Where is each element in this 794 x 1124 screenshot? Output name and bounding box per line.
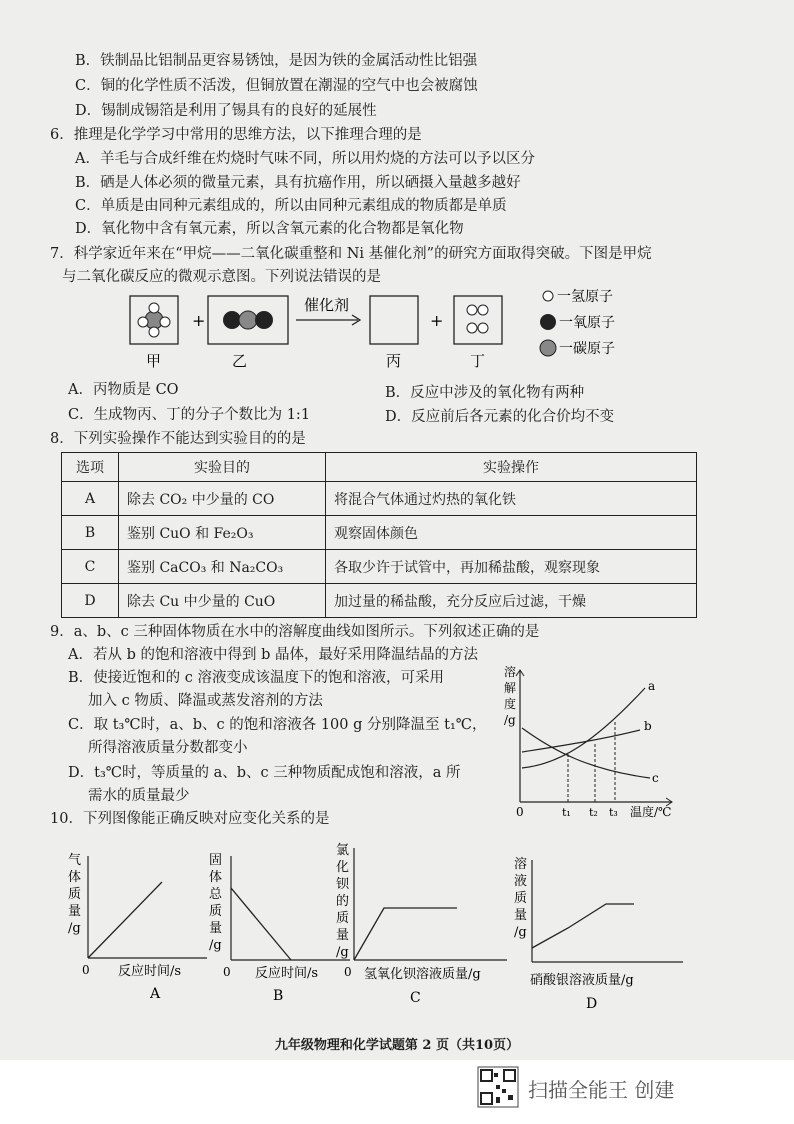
graph-a-xlabel: 反应时间/s <box>118 964 182 979</box>
row-operation: 各取少许于试管中，再加稀盐酸，观察现象 <box>326 550 697 584</box>
hydrogen-atom-icon <box>467 305 477 315</box>
hydrogen-atom-icon <box>478 305 488 315</box>
graph-c-ylabel-2: 化 <box>336 860 350 875</box>
table-row <box>62 482 697 516</box>
q5-option-d: D．锡制成锡箔是利用了锡具有的良好的延展性 <box>75 103 377 119</box>
graph-c-ylabel-7: /g <box>336 945 349 960</box>
graph-b-letter: B <box>273 988 284 1004</box>
graph-b-line <box>231 888 291 960</box>
graph-a <box>62 848 212 1008</box>
row-operation: 将混合气体通过灼热的氧化铁 <box>326 482 697 516</box>
graph-a-ylabel-2: 体 <box>68 870 82 885</box>
label-ding: 丁 <box>470 352 486 368</box>
catalyst-label: 催化剂 <box>304 296 350 314</box>
graph-a-line <box>88 882 162 958</box>
graph-d-ylabel-2: 液 <box>514 874 528 889</box>
hydrogen-atom-icon <box>149 303 159 313</box>
solubility-chart <box>500 660 680 820</box>
oxygen-atom-icon <box>255 311 273 329</box>
q6-option-b: B．硒是人体必须的微量元素，具有抗癌作用，所以硒摄入量越多越好 <box>75 175 521 191</box>
q9-stem: 9．a、b、c 三种固体物质在水中的溶解度曲线如图所示。下列叙述正确的是 <box>50 624 540 640</box>
legend-hydrogen-icon <box>543 291 553 301</box>
row-purpose: 除去 Cu 中少量的 CuO <box>119 584 326 618</box>
reaction-diagram <box>120 288 660 368</box>
curve-a-label: a <box>648 679 656 693</box>
chart-ylabel-4: /g <box>504 713 516 727</box>
page-footer: 九年级物理和化学试题第 2 页（共10页） <box>274 1038 520 1053</box>
row-option: C <box>62 550 119 584</box>
plus-sign-2: + <box>430 311 444 330</box>
chart-ylabel-1: 溶 <box>504 665 517 679</box>
q9-option-c-line1: C．取 t₃℃时，a、b、c 的饱和溶液各 100 g 分别降温至 t₁℃， <box>68 717 487 733</box>
carbon-atom-icon <box>239 311 257 329</box>
q7-stem-line1: 7．科学家近年来在“甲烷——二氧化碳重整和 Ni 基催化剂”的研究方面取得突破。下图是甲烷 <box>50 246 652 262</box>
graph-b-ylabel-3: 总 <box>209 887 223 902</box>
graph-d-ylabel-4: 量 <box>514 908 528 923</box>
graph-b-ylabel-4: 质 <box>209 904 223 919</box>
q6-option-d: D．氧化物中含有氧元素，所以含氧元素的化合物都是氧化物 <box>75 221 464 237</box>
header-option: 选项 <box>62 453 119 482</box>
row-purpose: 鉴别 CaCO₃ 和 Na₂CO₃ <box>119 550 326 584</box>
graph-c-ylabel-1: 氯 <box>336 843 350 858</box>
graph-a-ylabel-1: 气 <box>68 853 82 868</box>
legend-oxygen-icon <box>540 314 556 330</box>
q9-option-d-line2: 需水的质量最少 <box>88 788 190 804</box>
chart-ylabel-2: 解 <box>504 681 517 695</box>
q5-option-b: B．铁制品比铝制品更容易锈蚀，是因为铁的金属活动性比铝强 <box>75 53 478 69</box>
oxygen-atom-icon <box>223 311 241 329</box>
row-purpose: 鉴别 CuO 和 Fe₂O₃ <box>119 516 326 550</box>
legend-hydrogen: 一氢原子 <box>557 289 613 305</box>
q9-option-b-line2: 加入 c 物质、降温或蒸发溶剂的方法 <box>88 693 323 709</box>
q9-option-d-line1: D．t₃℃时，等质量的 a、b、c 三种物质配成饱和溶液，a 所 <box>68 765 461 781</box>
scanner-watermark-text: 扫描全能王 创建 <box>528 1078 675 1102</box>
graph-c-ylabel-6: 量 <box>336 928 350 943</box>
curve-b-label: b <box>644 719 652 733</box>
hydrogen-atom-icon <box>149 327 159 337</box>
graph-a-ylabel-5: /g <box>68 921 81 936</box>
q5-option-c: C．铜的化学性质不活泼，但铜放置在潮湿的空气中也会被腐蚀 <box>75 78 478 94</box>
row-option: B <box>62 516 119 550</box>
q9-option-c-line2: 所得溶液质量分数都变小 <box>88 740 248 756</box>
q7-option-a: A．丙物质是 CO <box>68 382 179 398</box>
q8-stem: 8．下列实验操作不能达到实验目的的是 <box>50 431 306 447</box>
label-jia: 甲 <box>146 352 162 368</box>
graph-a-origin: 0 <box>82 963 90 977</box>
q6-stem: 6．推理是化学学习中常用的思维方法，以下推理合理的是 <box>50 127 422 143</box>
graph-b-ylabel-5: 量 <box>209 921 223 936</box>
box-bing <box>370 296 418 344</box>
legend-oxygen: 一氧原子 <box>559 315 615 331</box>
row-operation: 加过量的稀盐酸，充分反应后过滤，干燥 <box>326 584 697 618</box>
curve-b <box>522 730 640 752</box>
graph-c-origin: 0 <box>344 965 352 979</box>
row-operation: 观察固体颜色 <box>326 516 697 550</box>
q6-option-c: C．单质是由同种元素组成的，所以由同种元素组成的物质都是单质 <box>75 198 507 214</box>
graph-c <box>332 838 512 1008</box>
label-bing: 丙 <box>386 352 402 368</box>
hydrogen-atom-icon <box>467 323 477 333</box>
graph-b-origin: 0 <box>223 965 231 979</box>
graph-c-xlabel: 氢氧化钡溶液质量/g <box>364 967 481 982</box>
hydrogen-atom-icon <box>138 317 148 327</box>
row-purpose: 除去 CO₂ 中少量的 CO <box>119 482 326 516</box>
legend-carbon-icon <box>540 340 556 356</box>
table-header-row <box>62 453 697 482</box>
graph-d-ylabel-1: 溶 <box>514 857 528 872</box>
graph-b-ylabel-2: 体 <box>209 870 223 885</box>
legend-carbon: 一碳原子 <box>559 341 615 357</box>
graph-d-xlabel: 硝酸银溶液质量/g <box>530 973 634 988</box>
label-yi: 乙 <box>232 352 248 368</box>
graph-d-ylabel-3: 质 <box>514 891 528 906</box>
graph-b-ylabel-6: /g <box>209 938 222 953</box>
table-row <box>62 550 697 584</box>
hydrogen-atom-icon <box>478 323 488 333</box>
row-option: D <box>62 584 119 618</box>
graph-c-ylabel-5: 质 <box>336 911 350 926</box>
header-purpose: 实验目的 <box>119 453 326 482</box>
tick-t2: t₂ <box>589 806 598 819</box>
q9-option-a: A．若从 b 的饱和溶液中得到 b 晶体，最好采用降温结晶的方法 <box>68 647 478 663</box>
graph-b-xlabel: 反应时间/s <box>255 966 319 981</box>
graph-c-ylabel-3: 钡 <box>336 877 350 892</box>
graph-c-ylabel-4: 的 <box>336 894 350 909</box>
graph-d-line <box>532 904 634 948</box>
row-option: A <box>62 482 119 516</box>
graph-d <box>508 852 688 1017</box>
graph-c-letter: C <box>410 990 421 1006</box>
header-operation: 实验操作 <box>326 453 697 482</box>
tick-t3: t₃ <box>609 806 618 819</box>
q7-stem-line2: 与二氧化碳反应的微观示意图。下列说法错误的是 <box>62 269 381 285</box>
q6-option-a: A．羊毛与合成纤维在灼烧时气味不同，所以用灼烧的方法可以予以区分 <box>75 151 535 167</box>
graph-d-letter: D <box>586 996 598 1012</box>
tick-t1: t₁ <box>562 806 571 819</box>
graph-a-ylabel-4: 量 <box>68 904 82 919</box>
curve-c <box>522 728 650 778</box>
graph-d-ylabel-5: /g <box>514 925 527 940</box>
chart-ylabel-3: 度 <box>504 697 517 711</box>
graph-a-ylabel-3: 质 <box>68 887 82 902</box>
chart-xlabel: 温度/℃ <box>630 805 672 819</box>
table-row <box>62 584 697 618</box>
curve-c-label: c <box>652 771 659 785</box>
q10-stem: 10．下列图像能正确反映对应变化关系的是 <box>50 811 330 827</box>
graph-c-line <box>354 908 457 960</box>
q9-option-b-line1: B．使接近饱和的 c 溶液变成该温度下的饱和溶液，可采用 <box>68 670 444 686</box>
table-row <box>62 516 697 550</box>
q7-option-d: D．反应前后各元素的化合价均不变 <box>385 409 615 425</box>
plus-sign-1: + <box>192 311 206 330</box>
q7-option-c: C．生成物丙、丁的分子个数比为 1:1 <box>68 407 311 423</box>
experiment-table <box>61 452 697 618</box>
q7-option-b: B．反应中涉及的氧化物有两种 <box>385 385 585 401</box>
chart-origin: 0 <box>516 805 524 819</box>
box-ding <box>454 296 502 344</box>
qr-code-icon <box>478 1067 518 1107</box>
hydrogen-atom-icon <box>160 317 170 327</box>
graph-a-letter: A <box>150 986 161 1002</box>
curve-a <box>522 688 645 768</box>
graph-b-ylabel-1: 固 <box>209 853 223 868</box>
